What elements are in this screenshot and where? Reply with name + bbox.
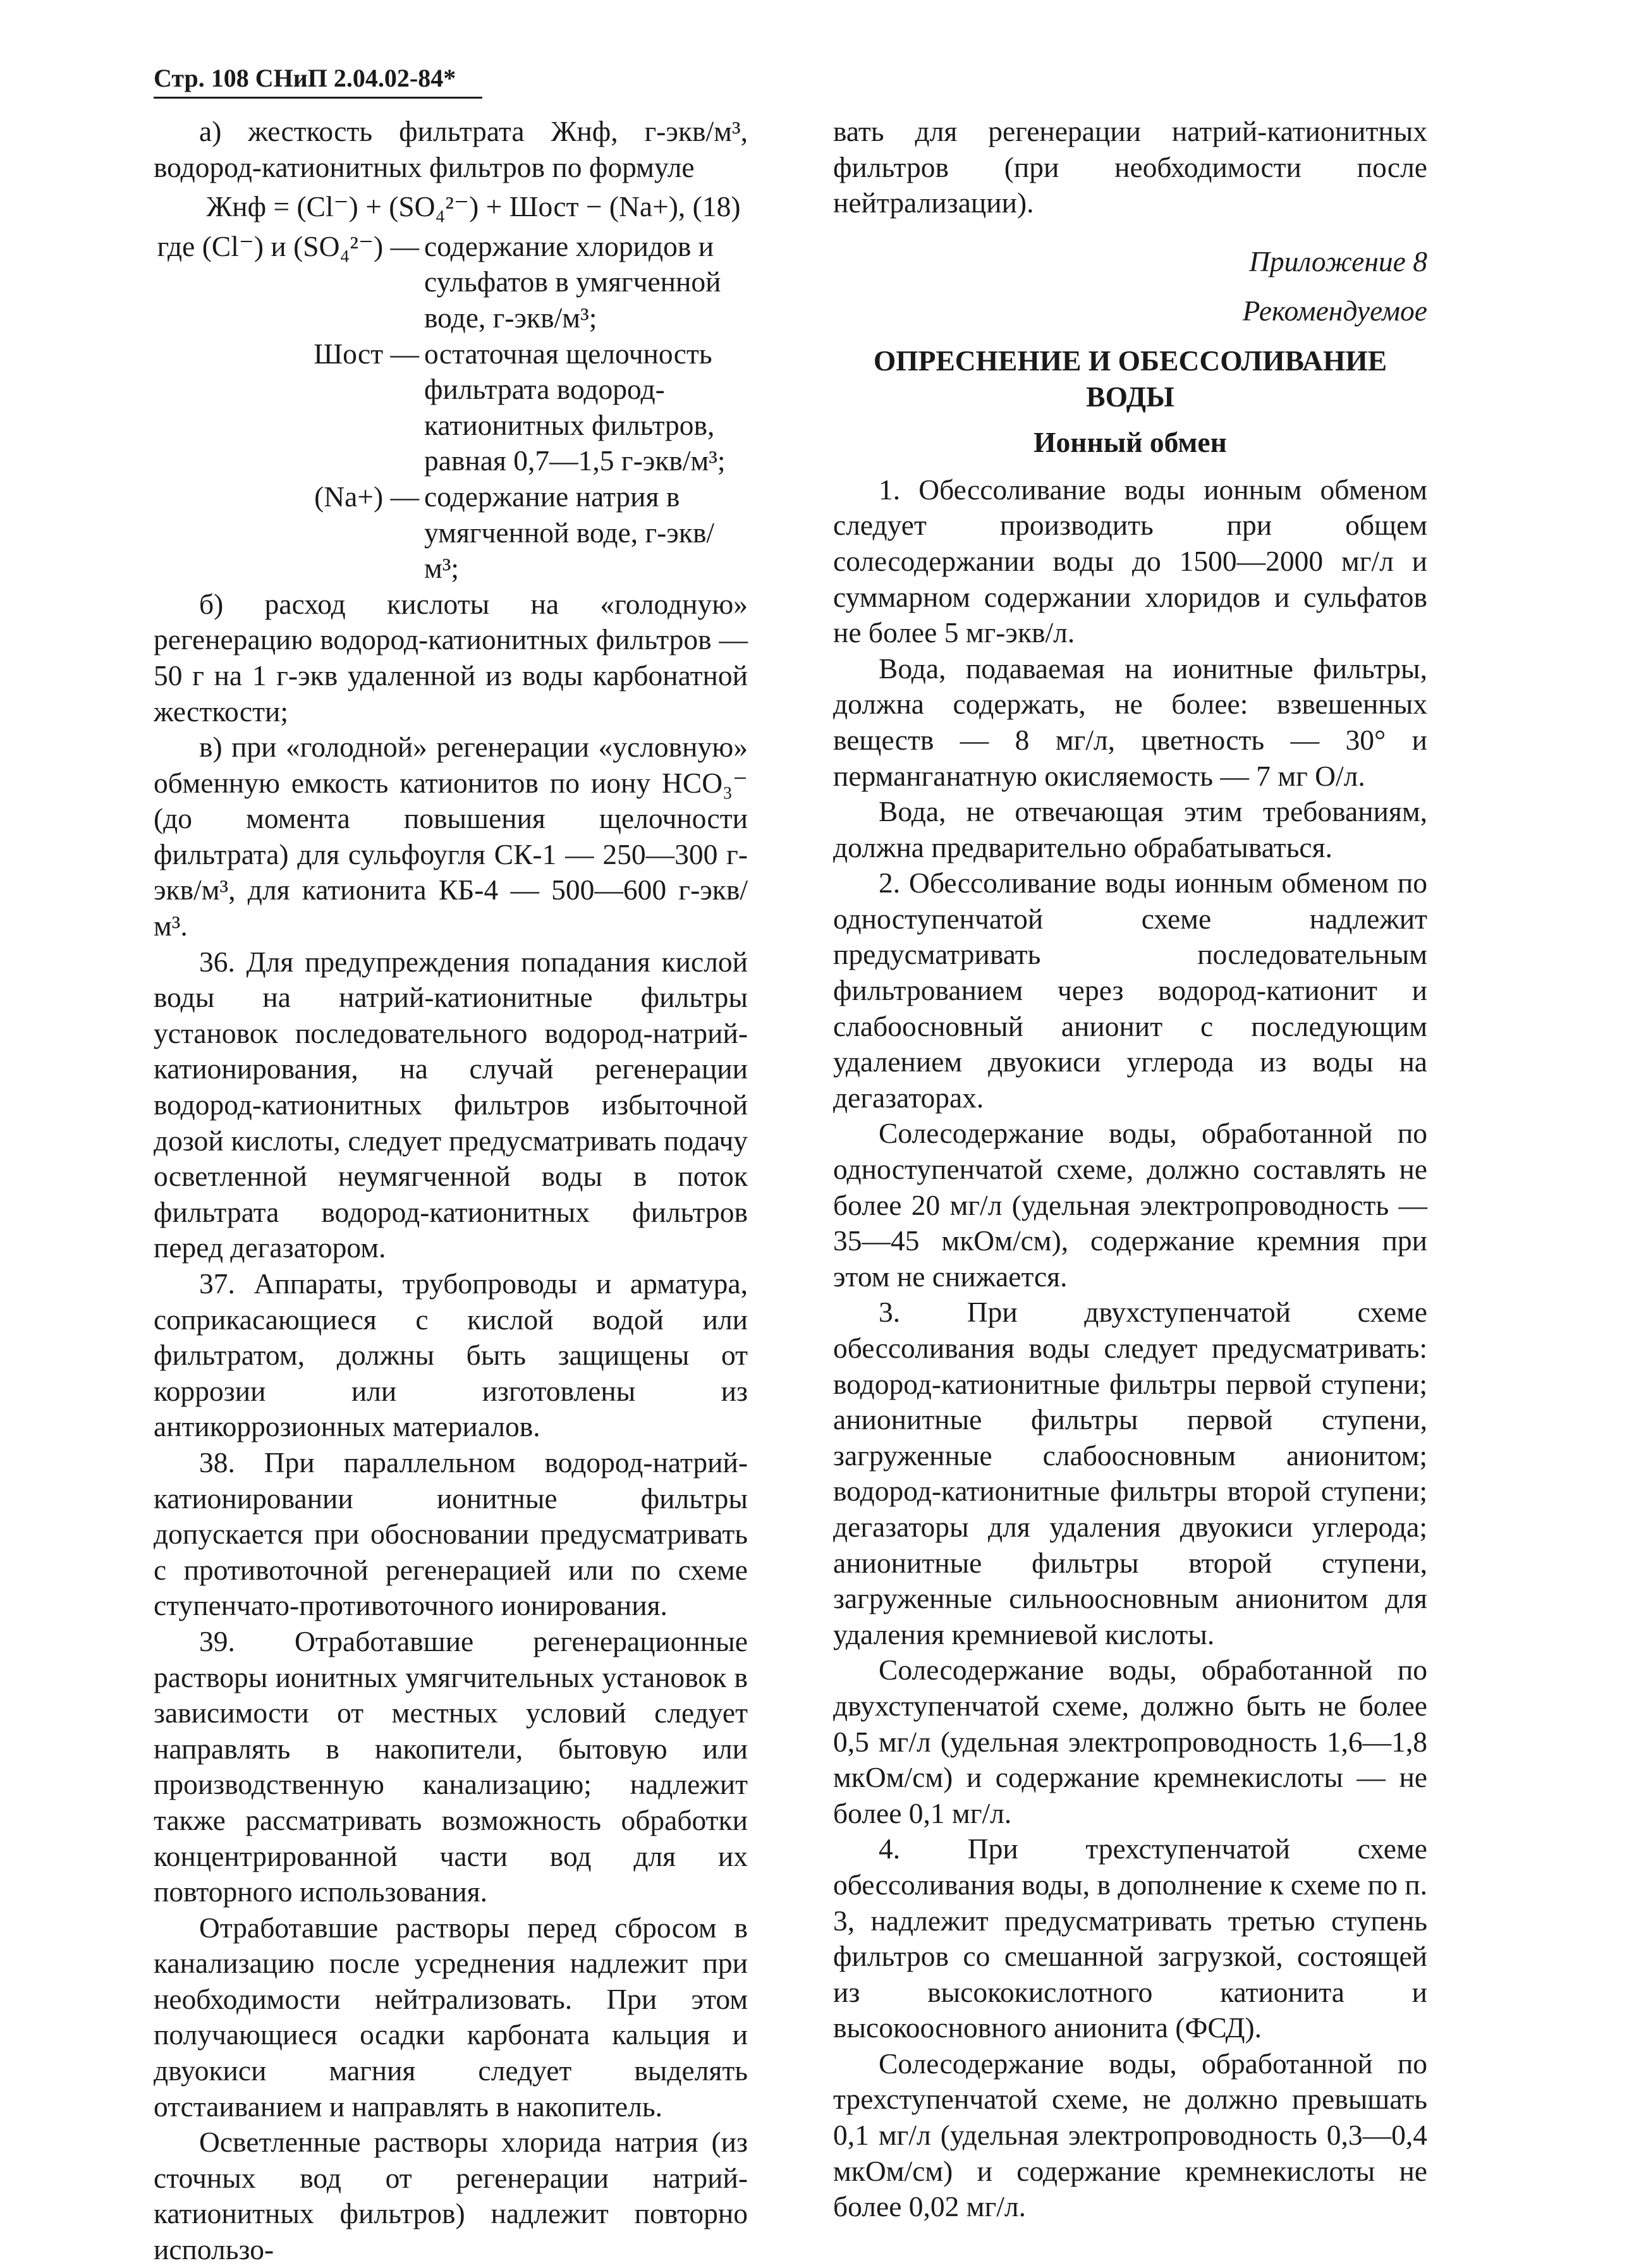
page-header: Стр. 108 СНиП 2.04.02-84* (154, 63, 482, 99)
legend-term: Шост — (314, 337, 419, 370)
clause-1-c: Вода, не отвечающая этим требованиям, должна предварительно обрабатываться. (833, 795, 1427, 863)
clause-1: 1. Обессоливание воды ионным обменом следует производить при общем солесодержании воды до 1500—2000 мг/л и суммарном содержании хлоридов и сульфатов не более 5 мг-экв/л. (833, 473, 1427, 649)
clause-39: 39. Отработавшие регенерационные растворы ионитных умягчительных установок в зависимости от местных условий следует направлять в накопители, бытовую или производственную канализацию; надлежит также рассматривать возможность обработки концентрированной части вод для их повторного использования. (154, 1625, 748, 1908)
clause-4-b: Солесодержание воды, обработанной по трехступенчатой схеме, не должно превышать 0,1 мг/л (удельная электропроводность 0,3—0,4 мкОм/см) и содержание кремнекислоты не более 0,02 мг/л. (833, 2047, 1427, 2223)
paragraph-b: б) расход кислоты на «голодную» регенерацию водород-катионитных фильтров — 50 г на 1 г-экв удаленной из воды карбонатной жесткости; (154, 587, 748, 728)
recommended-label: Рекомендуемое (1242, 295, 1427, 327)
paragraph-v: в) при «голодной» регенерации «условную» обменную емкость катионитов по иону HCO₃⁻ (до момента повышения щелочности фильтрата) для сульфоугля СК-1 — 250—300 г-экв/м³, для катионита КБ-4 — 500—600 г-экв/м³. (154, 731, 748, 942)
clause-36: 36. Для предупреждения попадания кислой воды на натрий-катионитные фильтры установок последовательного водород-натрий-катионирования, на случай регенерации водород-катионитных фильтров избыточной дозой кислоты, следует предусматривать подачу осветленной неумягченной воды в поток фильтрата водород-катионитных фильтров перед дегазатором. (154, 945, 748, 1264)
legend-definition: содержание хлоридов и сульфатов в умягченной воде, г-экв/м³; (424, 229, 721, 334)
clause-37: 37. Аппараты, трубопроводы и арматура, соприкасающиеся с кислой водой или фильтратом, должны быть защищены от коррозии или изготовлены из антикоррозионных материалов. (154, 1267, 748, 1443)
section-subtitle: Ионный обмен (1033, 426, 1227, 459)
clause-2: 2. Обессоливание воды ионным обменом по одноступенчатой схеме надлежит предусматривать последовательным фильтрованием через водород-катионит и слабоосновный анионит с последующим удалением двуокиси углерода из воды на дегазаторах. (833, 867, 1427, 1114)
clause-2-b: Солесодержание воды, обработанной по одноступенчатой схеме, должно составлять не более 20 мг/л (удельная электропроводность — 35—45 мкОм/см), содержание кремния при этом не снижается. (833, 1117, 1427, 1293)
clause-39-continuation-2: Осветленные растворы хлорида натрия (из сточных вод от регенерации натрий-катионитных фильтров) надлежит повторно использо- (154, 2126, 748, 2266)
clause-3: 3. При двухступенчатой схеме обессоливания воды следует предусматривать: водород-катионитные фильтры первой ступени; анионитные фильтры первой ступени, загруженные слабоосновным анионитом; водород-катионитные фильтры второй ступени; дегазаторы для удаления двуокиси углерода; анионитные фильтры второй ступени, загруженные сильноосновным анионитом для удаления кремниевой кислоты. (833, 1296, 1427, 1650)
clause-38: 38. При параллельном водород-натрий-катионировании ионитные фильтры допускается при обосновании предусматривать с противоточной регенерацией или по схеме ступенчато-противоточного ионирования. (154, 1446, 748, 1622)
legend-definition: содержание натрия в умягченной воде, г-экв/м³; (424, 480, 715, 585)
right-column (833, 114, 1427, 2225)
formula-legend (154, 229, 748, 587)
clause-39-continuation: Отработавшие растворы перед сбросом в канализацию после усреднения надлежит при необходимости нейтрализовать. При этом получающиеся осадки карбоната кальция и двуокиси магния следует выделять отстаиванием и направлять в накопитель. (154, 1911, 748, 2123)
left-column (154, 114, 748, 2268)
paragraph-a: а) жесткость фильтрата Жнф, г-экв/м³, водород-катионитных фильтров по формуле (154, 115, 748, 183)
formula-number: (18) (692, 190, 741, 223)
clause-3-b: Солесодержание воды, обработанной по двухступенчатой схеме, должно быть не более 0,5 мг/л (удельная электропроводность 1,6—1,8 мкОм/см) и содержание кремнекислоты — не более 0,1 мг/л. (833, 1654, 1427, 1829)
appendix-label: Приложение 8 (1249, 245, 1427, 277)
legend-term: где (Cl⁻) и (SO₄²⁻) — (157, 229, 419, 262)
formula-expression: Жнф = (Cl⁻) + (SO₄²⁻) + Шост − (Na+), (206, 190, 686, 223)
section-title: ОПРЕСНЕНИЕ И ОБЕССОЛИВАНИЕ ВОДЫ (873, 344, 1387, 413)
clause-4: 4. При трехступенчатой схеме обессоливания воды, в дополнение к схеме по п. 3, надлежит предусматривать третью ступень фильтров со смешанной загрузкой, состоящей из высококислотного катионита и высокоосновного анионита (ФСД). (833, 1832, 1427, 2044)
formula-18 (154, 189, 748, 225)
clause-1-b: Вода, подаваемая на ионитные фильтры, должна содержать, не более: взвешенных веществ — 8 мг/л, цветность — 30° и перманганатную окисляемость — 7 мг О/л. (833, 652, 1427, 792)
legend-term: (Na+) — (314, 480, 419, 513)
continued-text: вать для регенерации натрий-катионитных фильтров (при необходимости после нейтрализации). (833, 115, 1427, 219)
legend-definition: остаточная щелочность фильтрата водород-катионитных фильтров, равная 0,7—1,5 г-экв/м³; (424, 337, 726, 477)
